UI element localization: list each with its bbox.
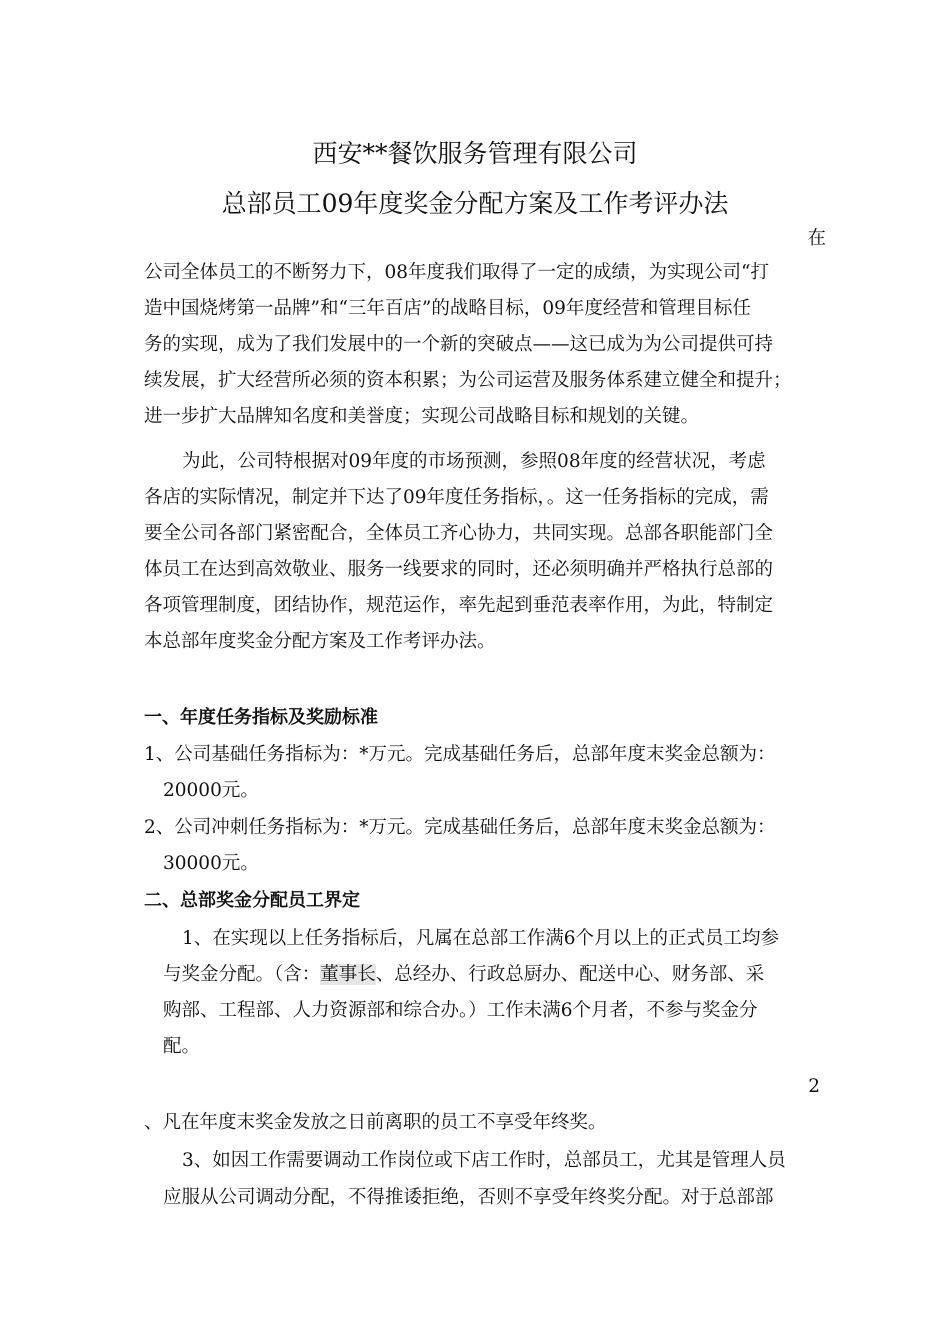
s2-item2-line: 、凡在年度末奖金发放之日前离职的员工不享受年终奖。	[144, 1112, 607, 1133]
section1-heading: 一、年度任务指标及奖励标准	[144, 707, 378, 728]
intro-line: 续发展，扩大经营所必须的资本积累；为公司运营及服务体系建立健全和提升；	[144, 370, 792, 391]
item1-line: 20000元。	[163, 780, 259, 801]
s2-item3-line: 应服从公司调动分配，不得推诿拒绝，否则不享受年终奖分配。对于总部部	[163, 1187, 774, 1208]
document-subtitle: 总部员工09年度奖金分配方案及工作考评办法	[221, 189, 729, 218]
s2-item2-number: 2	[808, 1076, 820, 1097]
para-line: 各店的实际情况，制定并下达了09年度任务指标，。这一任务指标的完成，需	[144, 487, 769, 508]
item2-line: 30000元。	[163, 853, 259, 874]
item2-line: 2、公司冲刺任务指标为：*万元。完成基础任务后，总部年度末奖金总额为：	[144, 817, 776, 838]
item1-line: 1、公司基础任务指标为：*万元。完成基础任务后，总部年度末奖金总额为：	[144, 744, 776, 765]
section2-heading: 二、总部奖金分配员工界定	[144, 890, 360, 911]
s2-item1-line	[163, 962, 764, 988]
intro-line: 务的实现，成为了我们发展中的一个新的突破点——这已成为为公司提供可持	[144, 334, 774, 355]
para-line: 要全公司各部门紧密配合，全体员工齐心协力，共同实现。总部各职能部门全	[144, 523, 774, 544]
para-line: 本总部年度奖金分配方案及工作考评办法。	[144, 631, 496, 652]
s2-item3-line: 3、如因工作需要调动工作岗位或下店工作时，总部员工，尤其是管理人员	[182, 1150, 786, 1171]
s2-item1-line: 购部、工程部、人力资源部和综合办。）工作未满6个月者，不参与奖金分	[163, 1000, 758, 1021]
intro-line: 造中国烧烤第一品牌”和“三年百店”的战略目标，09年度经营和管理目标任	[144, 298, 751, 319]
s2-item1-line: 配。	[163, 1036, 201, 1057]
para-line: 各项管理制度，团结协作，规范运作，率先起到垂范表率作用，为此，特制定	[144, 595, 774, 616]
intro-line: 进一步扩大品牌知名度和美誉度；实现公司战略目标和规划的关键。	[144, 406, 700, 427]
company-title: 西安**餐饮服务管理有限公司	[312, 139, 638, 168]
s2-item1-text: 、总经办、行政总厨办、配送中心、财务部、采	[375, 964, 765, 985]
s2-item1-line: 1、在实现以上任务指标后，凡属在总部工作满6个月以上的正式员工均参	[182, 928, 780, 949]
para-line: 为此，公司特根据对09年度的市场预测，参照08年度的经营状况，考虑	[182, 451, 766, 472]
highlighted-term: 董事长	[320, 964, 376, 985]
intro-first-char: 在	[807, 228, 826, 249]
intro-line: 公司全体员工的不断努力下，08年度我们取得了一定的成绩，为实现公司“打	[144, 262, 770, 283]
para-line: 体员工在达到高效敬业、服务一线要求的同时，还必须明确并严格执行总部的	[144, 559, 774, 580]
s2-item1-text: 与奖金分配。（含：	[163, 964, 321, 985]
